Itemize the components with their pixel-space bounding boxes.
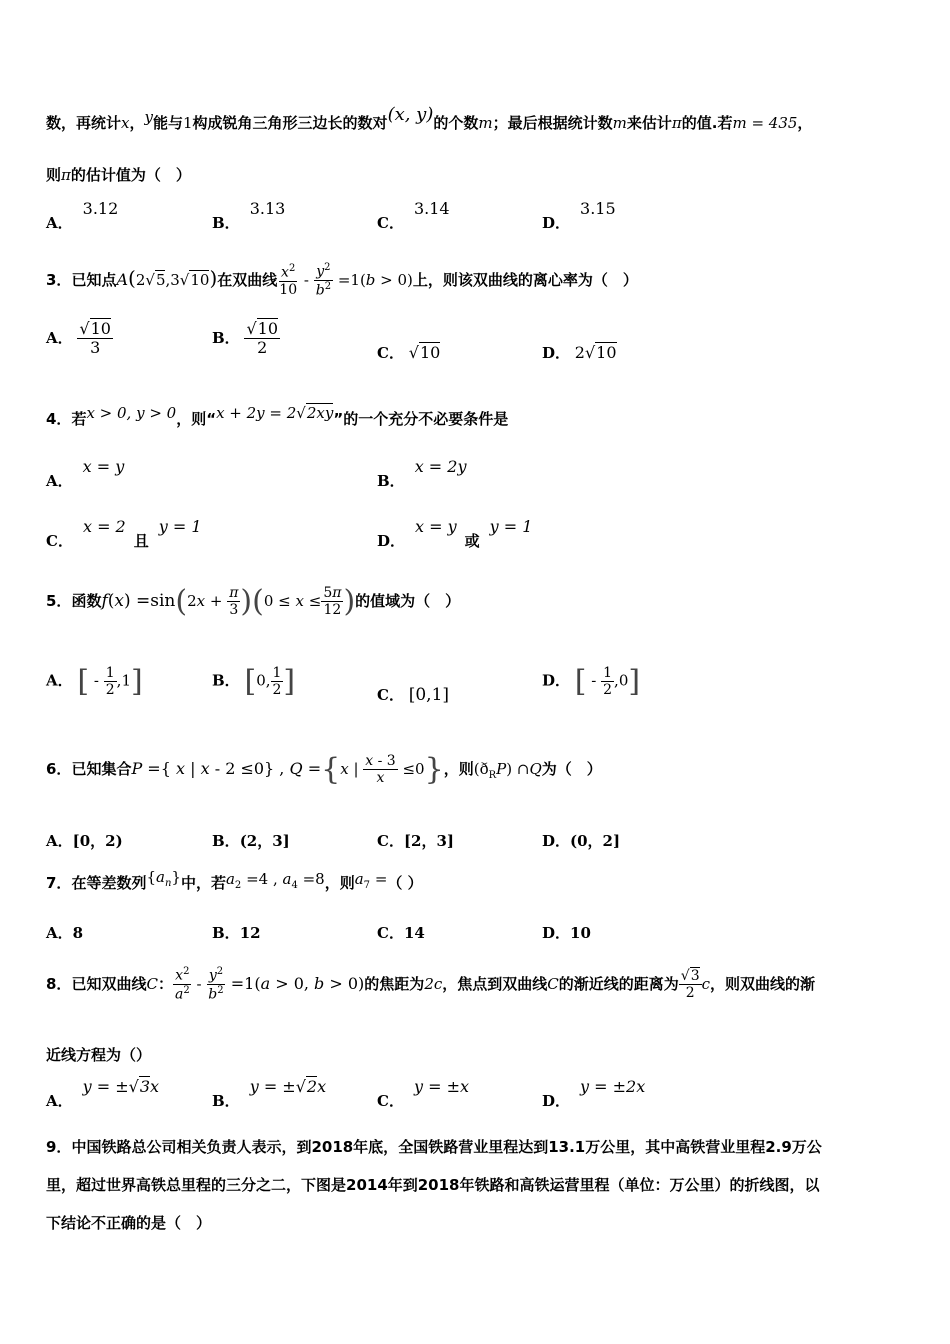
q6-option-d[interactable]: D．(0，2] [542,832,621,850]
q2-option-b[interactable]: B．3.13 [212,199,286,232]
q7-option-b[interactable]: B．12 [212,924,261,942]
q7-option-d[interactable]: D．10 [542,924,591,942]
q8-option-b[interactable]: B．y = ±√2x [212,1077,327,1110]
m-value: m = 435 [732,114,798,132]
q7-option-c[interactable]: C．14 [377,924,425,942]
q2-option-d[interactable]: D．3.15 [542,199,616,232]
q2-option-c[interactable]: C．3.14 [377,199,450,232]
q4-option-a[interactable]: A．x = y [46,457,125,490]
q5-option-b[interactable]: B． [0, $\frac{1}{2}$ ] [212,664,296,699]
q5-option-a[interactable]: A． [ - $\frac{1}{2}$ ,1] [46,664,143,699]
q9-stem-line3: 下结论不正确的是（ ） [46,1214,212,1232]
q5-option-c[interactable]: C． [0,1] [377,685,450,705]
q6-option-a[interactable]: A．[0，2) [46,832,123,850]
q4-option-d[interactable]: D．x = y或y = 1 [377,517,533,550]
q8-option-a[interactable]: A．y = ±√3x [46,1077,160,1110]
q3-option-d[interactable]: D． 2√10 [542,343,617,362]
q2-stem-line1: 数，再统计x，y能与1构成锐角三角形三边长的数对(x, y)的个数m；最后根据统计数m来估计π的值.若m = 435， [46,104,813,132]
q8-stem-line2: 近线方程为（） [46,1046,152,1064]
q8-option-c[interactable]: C．y = ±x [377,1077,469,1110]
q9-stem-line1: 9．中国铁路总公司相关负责人表示，到2018年底，全国铁路营业里程达到13.1万公里，其中高铁营业里程2.9万公 [46,1138,822,1156]
q3-option-b[interactable]: B． $\frac{√10}{2}$ [212,319,279,358]
q6-stem: 6．已知集合P ={ x | x - 2 ≤0} , Q ={x | $\frac{x - 3}{x}$ ≤0}，则$(ð_RP)$ ∩Q为（ ） [46,752,602,787]
q2-stem-line2: 则π的估计值为（ ） [46,166,191,184]
q6-option-c[interactable]: C．[2，3] [377,832,455,850]
q5-stem: 5．函数f(x) =sin(2x + $\frac{\pi}{3}$ )(0 ≤ x ≤ $\frac{5\pi}{12}$ )的值域为（ ） [46,584,461,619]
q3-option-c[interactable]: C． √10 [377,343,441,362]
q4-option-c[interactable]: C．x = 2且y = 1 [46,517,202,550]
q9-stem-line2: 里，超过世界高铁总里程的三分之二，下图是2014年到2018年铁路和高铁运营里程（单位：万公里）的折线图，以 [46,1176,820,1194]
q3-stem: 3．已知点A(2√5,3√10)在双曲线 $\frac{x^2}{10}$ - $\frac{y^2}{b^2}$ =1(b > 0)上，则该双曲线的离心率为（ ） [46,262,638,299]
q7-stem: 7．在等差数列$\{a_n\}$中，若$a_2 =4$ , $a_4 =8$，则$a_7$ =（ ） [46,868,423,892]
q6-option-b[interactable]: B．(2，3] [212,832,290,850]
q7-option-a[interactable]: A．8 [46,924,84,942]
q8-option-d[interactable]: D．y = ±2x [542,1077,646,1110]
q8-stem-line1: 8．已知双曲线C： $\frac{x^2}{a^2}$ - $\frac{y^2}{b^2}$ =1(a > 0, b > 0)的焦距为2c，焦点到双曲线C的渐近线的距离为 $\frac{√3}{2}$ c，则双曲线的渐 [46,966,816,1003]
q5-option-d[interactable]: D． [ - $\frac{1}{2}$ ,0] [542,664,641,699]
q4-stem: 4．若x > 0, y > 0，则“x + 2y = 2√2xy”的一个充分不必要条件是 [46,404,509,428]
q2-option-a[interactable]: A．3.12 [46,199,119,232]
q4-option-b[interactable]: B．x = 2y [377,457,467,490]
q3-option-a[interactable]: A． $\frac{√10}{3}$ [46,319,111,358]
